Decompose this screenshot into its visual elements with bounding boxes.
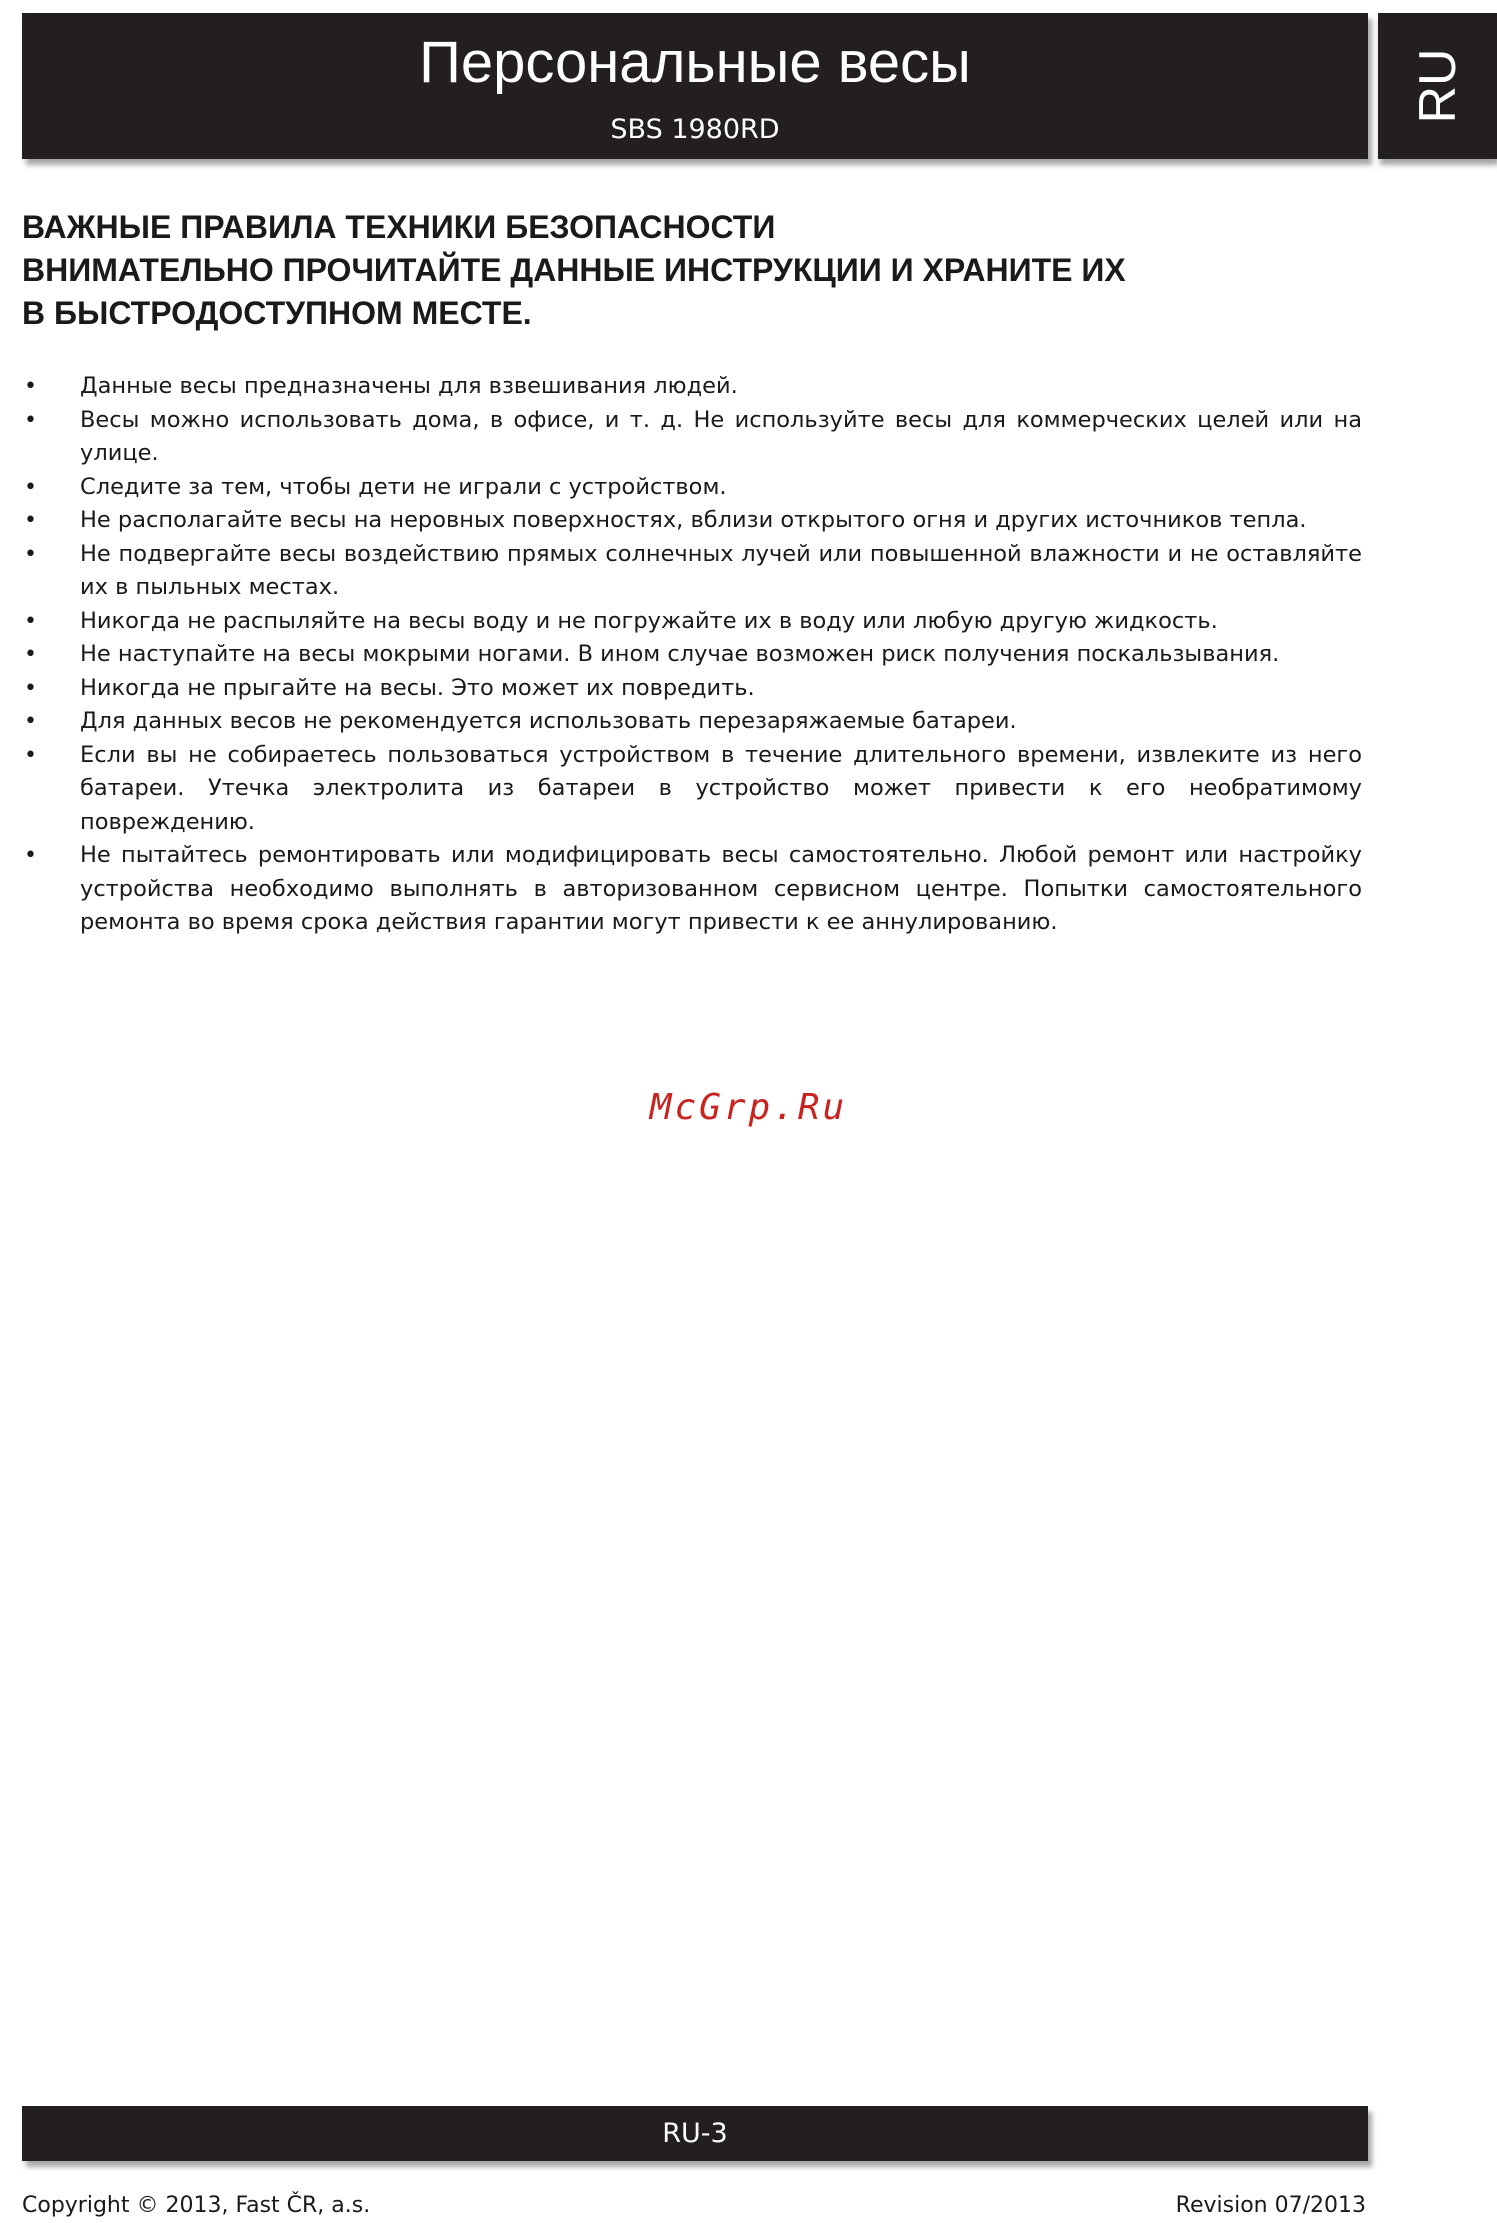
bullet: • — [24, 541, 37, 567]
list-item-text: Не подвергайте весы воздействию прямых солнечных лучей или повышенной влажности и не оставляйте их в пыльных местах. — [80, 540, 1362, 600]
list-item — [22, 538, 1362, 605]
bullet: • — [24, 508, 37, 533]
list-item-text: Не располагайте весы на неровных поверхностях, вблизи открытого огня и других источников тепла. — [80, 507, 1307, 533]
bullet: • — [24, 608, 37, 634]
header-bar — [22, 13, 1368, 159]
bullet: • — [24, 642, 37, 667]
list-item-text: Не наступайте на весы мокрыми ногами. В ином случае возможен риск получения поскальзывания. — [80, 641, 1280, 667]
section-heading — [22, 206, 1362, 335]
language-tab — [1378, 13, 1497, 159]
list-item — [22, 739, 1362, 840]
revision: Revision 07/2013 — [1175, 2193, 1366, 2218]
list-item — [22, 504, 1362, 538]
list-item — [22, 370, 1362, 404]
list-item-text: Не пытайтесь ремонтировать или модифицировать весы самостоятельно. Любой ремонт или настройку устройства необходимо выполнять в авторизованном сервисном центре. Попытки самостоятельного ремонта во время срока действия гарантии могут привести к ее аннулированию. — [80, 842, 1362, 935]
bullet: • — [24, 374, 37, 399]
bullet: • — [24, 474, 37, 500]
bullet: • — [24, 742, 37, 768]
bullet: • — [24, 675, 37, 701]
list-item — [22, 404, 1362, 471]
page-title: Персональные весы — [419, 30, 971, 95]
footer-bar — [22, 2106, 1368, 2161]
section-heading-line: ВНИМАТЕЛЬНО ПРОЧИТАЙТЕ ДАННЫЕ ИНСТРУКЦИИ И ХРАНИТЕ ИХ — [22, 252, 1126, 288]
list-item-text: Для данных весов не рекомендуется использовать перезаряжаемые батареи. — [80, 708, 1017, 734]
watermark: McGrp.Ru — [649, 1087, 848, 1128]
list-item — [22, 605, 1362, 639]
bullet: • — [24, 709, 37, 734]
list-item-text: Никогда не распыляйте на весы воду и не погружайте их в воду или любую другую жидкость. — [80, 607, 1218, 634]
bullet: • — [24, 843, 37, 868]
section-heading-line: ВАЖНЫЕ ПРАВИЛА ТЕХНИКИ БЕЗОПАСНОСТИ — [22, 209, 776, 245]
list-item — [22, 471, 1362, 505]
list-item-text: Весы можно использовать дома, в офисе, и т. д. Не используйте весы для коммерческих целей или на улице. — [80, 406, 1362, 466]
list-item — [22, 672, 1362, 706]
list-item — [22, 705, 1362, 739]
language-tab-label: RU — [1408, 48, 1467, 124]
list-item-text: Никогда не прыгайте на весы. Это может их повредить. — [80, 674, 755, 701]
list-item-text: Следите за тем, чтобы дети не играли с устройством. — [80, 473, 727, 500]
section-heading-line: В БЫСТРОДОСТУПНОМ МЕСТЕ. — [22, 295, 532, 331]
safety-rules-list — [22, 370, 1362, 940]
list-item-text: Если вы не собираетесь пользоваться устройством в течение длительного времени, извлеките из него батареи. Утечка электролита из батареи в устройство может привести к его необратимому повреждению. — [80, 741, 1362, 835]
bullet: • — [24, 407, 37, 433]
list-item — [22, 638, 1362, 672]
list-item-text: Данные весы предназначены для взвешивания людей. — [80, 373, 738, 399]
list-item — [22, 839, 1362, 940]
copyright: Copyright © 2013, Fast ČR, a.s. — [22, 2193, 371, 2218]
page-number: RU-3 — [662, 2118, 728, 2149]
model-number: SBS 1980RD — [610, 114, 780, 145]
